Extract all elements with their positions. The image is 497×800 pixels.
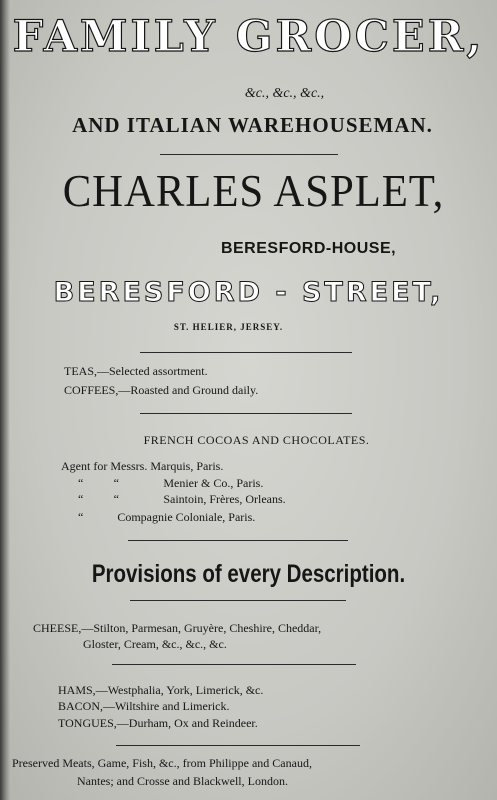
coffees-text: —Roasted and Ground daily. [118, 383, 259, 397]
teas-label: TEAS, [64, 364, 97, 378]
cocoa-row [78, 510, 497, 525]
heading-family-grocer: FAMILY GROCER, [12, 12, 485, 62]
proprietor-name: CHARLES ASPLET, [62, 165, 445, 216]
teas-text: —Selected assortment. [97, 364, 208, 378]
house-name: BERESFORD-HOUSE, [220, 240, 397, 257]
divider [160, 154, 338, 155]
tongues-text: —Durham, Ox and Reindeer. [116, 716, 258, 730]
cheese-line-1 [33, 621, 497, 636]
etc-line: &c., &c., &c., [244, 86, 325, 101]
divider [128, 540, 348, 541]
ditto-mark: “ [78, 476, 84, 490]
street-name: BERESFORD - STREET, [53, 277, 444, 308]
divider [140, 413, 352, 414]
divider [116, 745, 360, 746]
coffees-line [64, 383, 497, 398]
ditto-mark: “ [78, 510, 84, 524]
bacon-line [58, 699, 497, 714]
trade-line: AND ITALIAN WAREHOUSEMAN. [72, 113, 433, 137]
cheese-label: CHEESE, [33, 621, 82, 635]
preserved-line-2: Nantes; and Crosse and Blackwell, London. [77, 774, 288, 788]
coffees-label: COFFEES, [64, 383, 119, 397]
ditto-mark: “ [113, 476, 119, 490]
bacon-text: —Wiltshire and Limerick. [103, 699, 230, 713]
cocoa-row [78, 476, 497, 491]
town-line: ST. HELIER, JERSEY. [173, 322, 284, 332]
cocoa-row-name: Menier & Co., Paris. [163, 476, 264, 490]
hams-line [58, 683, 497, 698]
ditto-mark: “ [78, 492, 84, 506]
cheese-line-2: Gloster, Cream, &c., &c., &c. [83, 637, 227, 651]
cocoa-row-name: Saintoin, Frères, Orleans. [163, 492, 286, 506]
cocoa-heading: FRENCH COCOAS AND CHOCOLATES. [143, 433, 370, 447]
divider [130, 600, 346, 601]
bacon-label: BACON, [58, 699, 104, 713]
tongues-label: TONGUES, [58, 716, 117, 730]
preserved-line-1: Preserved Meats, Game, Fish, &c., from Philippe and Canaud, [12, 756, 312, 770]
provisions-heading: Provisions of every Description. [91, 560, 406, 588]
hams-label: HAMS, [58, 683, 96, 697]
cocoa-agent-line: Agent for Messrs. Marquis, Paris. [61, 459, 224, 473]
teas-line [64, 364, 497, 379]
divider [140, 352, 352, 353]
cocoa-row-name: Compagnie Coloniale, Paris. [117, 510, 256, 524]
cocoa-row [78, 492, 497, 507]
tongues-line [58, 716, 497, 731]
divider [112, 664, 356, 665]
hams-text: —Westphalia, York, Limerick, &c. [95, 683, 264, 697]
cheese-text: —Stilton, Parmesan, Gruyère, Cheshire, Cheddar, [81, 621, 322, 635]
ditto-mark: “ [113, 492, 119, 506]
